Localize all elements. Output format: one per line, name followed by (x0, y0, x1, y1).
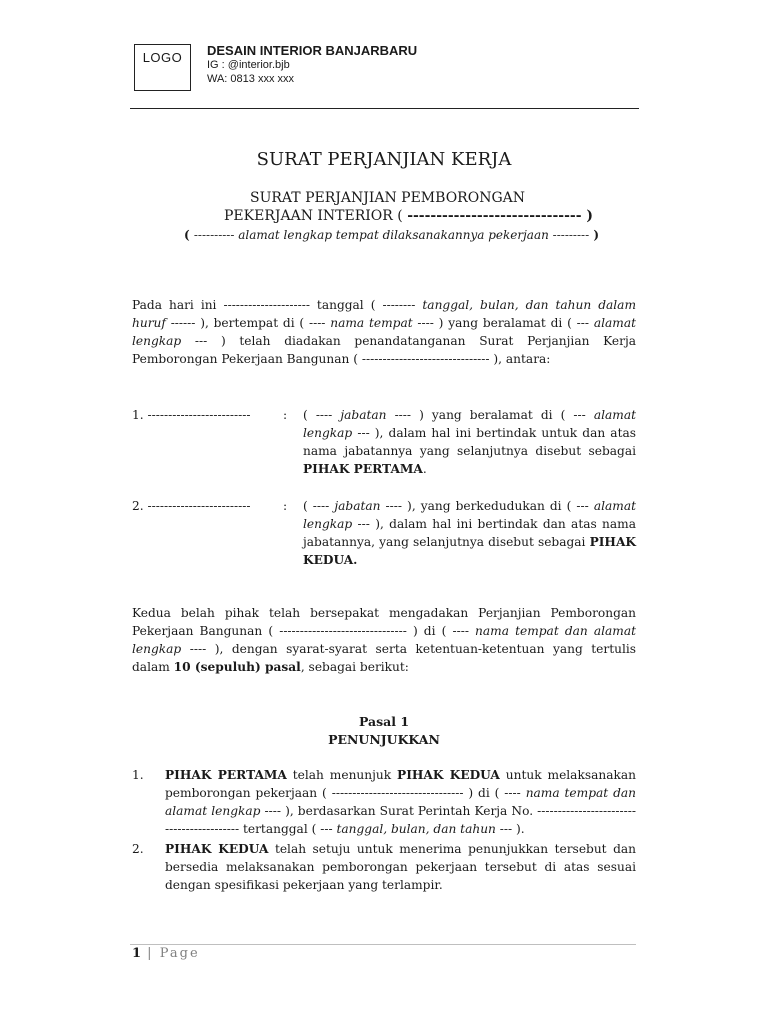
page-label: Page (159, 946, 200, 961)
party-one-description: ( ---- jabatan ---- ) yang beralamat di ( --- alamat lengkap --- ), dalam hal ini bertindak untuk dan atas nama jabatannya yang selanjutnya disebut sebagai PIHAK PERTAMA. (303, 408, 636, 476)
party-one-colon: : (283, 408, 288, 422)
article-item: PIHAK KEDUA telah setuju untuk menerima penunjukkan tersebut dan bersedia melaksanakan pemborongan pekerjaan tersebut di atas sesuai dengan spesifikasi pekerjaan yang terlampir. (165, 842, 636, 892)
intro-paragraph: Pada hari ini --------------------- tanggal ( -------- tanggal, bulan, dan tahun dalam huruf ------ ), bertempat di ( ---- nama tempat ---- ) yang beralamat di ( --- alamat lengkap --- ) telah diadakan penandatanganan Surat Perjanjian Kerja Pemborongan Pekerjaan Bangunan ( ------------------------------- ), antara: (132, 298, 636, 366)
article-item-number: 1. (132, 768, 144, 782)
company-instagram: IG : @interior.bjb (207, 59, 290, 71)
document-title: SURAT PERJANJIAN KERJA (256, 149, 512, 170)
company-info (207, 43, 417, 86)
party-one-name: 1. ------------------------- (132, 408, 251, 422)
article-item-number: 2. (132, 842, 144, 856)
page-number: 1 (132, 946, 142, 961)
article-item: PIHAK PERTAMA telah menunjuk PIHAK KEDUA untuk melaksanakan pemborongan pekerjaan ( -------------------------------- ) di ( ---- nama tempat dan alamat lengkap ---- ), berdasarkan Surat Perintah Kerja No. ------------------------------------------ tertanggal ( --- tanggal, bulan, dan tahun --- ). (165, 768, 636, 836)
page-separator: | (141, 946, 160, 961)
document-subtitle-address: ( ---------- alamat lengkap tempat dilaksanakannya pekerjaan --------- ) (184, 228, 600, 242)
company-whatsapp: WA: 0813 xxx xxx (207, 73, 295, 85)
page-footer (132, 946, 200, 961)
letterhead-divider (130, 108, 639, 109)
party-two-description: ( ---- jabatan ---- ), yang berkedudukan di ( --- alamat lengkap --- ), dalam hal ini bertindak dan atas nama jabatannya, yang selanjutnya disebut sebagai PIHAK KEDUA. (303, 499, 636, 567)
article-number: Pasal 1 (358, 714, 410, 729)
document-subtitle-project: PEKERJAAN INTERIOR ( ------------------------------ ) (224, 208, 594, 224)
agreement-paragraph: Kedua belah pihak telah bersepakat mengadakan Perjanjian Pemborongan Pekerjaan Bangunan ( ------------------------------- ) di ( ---- nama tempat dan alamat lengkap ---- ), dengan syarat-syarat serta ketentuan-ketentuan yang tertulis dalam 10 (sepuluh) pasal, sebagai berikut: (132, 606, 636, 674)
party-two-name: 2. ------------------------- (132, 499, 251, 513)
article-heading: PENUNJUKKAN (328, 732, 440, 747)
party-two-colon: : (283, 499, 288, 513)
logo-placeholder: LOGO (134, 44, 191, 91)
company-name: DESAIN INTERIOR BANJARBARU (207, 43, 418, 58)
footer-divider (130, 944, 636, 945)
document-subtitle: SURAT PERJANJIAN PEMBORONGAN (250, 190, 525, 206)
